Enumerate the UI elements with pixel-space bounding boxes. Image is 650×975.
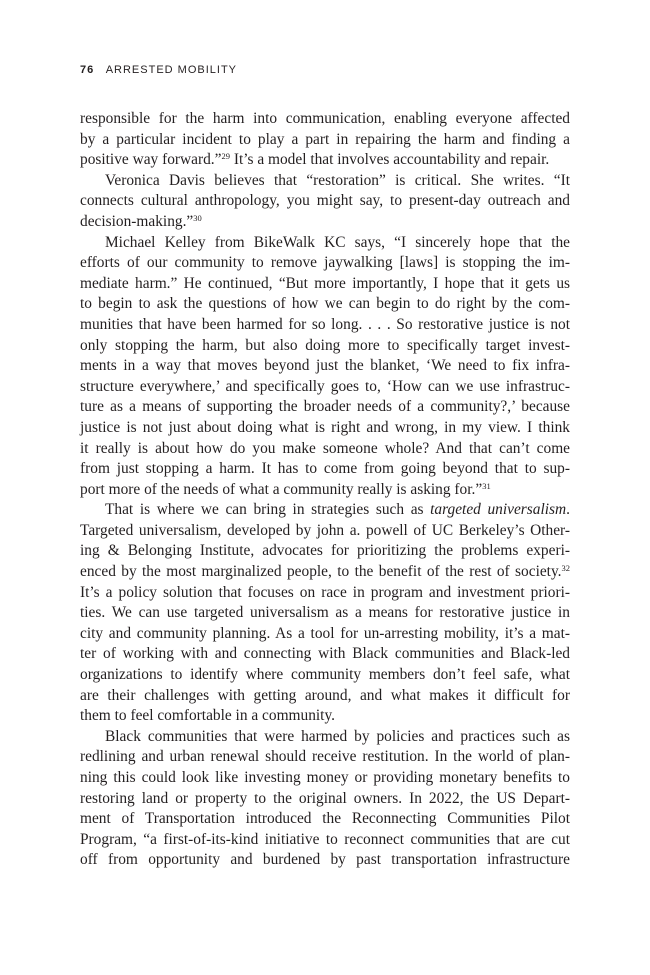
running-title: ARRESTED MOBILITY [105, 64, 237, 76]
footnote-reference: 29 [221, 151, 230, 162]
line-text: ments in a way that moves beyond just the blanket, ‘We need to fix infra- [80, 357, 570, 375]
line-text: Veronica Davis believes that “restoration” is critical. She writes. “It [105, 171, 570, 189]
text-line [80, 294, 570, 315]
text-line [80, 253, 570, 274]
line-text: ter of working with and connecting with Black communities and Black-led [80, 645, 570, 663]
text-line [80, 830, 570, 851]
line-text: organizations to identify where community members don’t feel safe, what [80, 666, 570, 684]
page-number: 76 [80, 64, 95, 76]
text-line [80, 130, 570, 151]
line-text-continued: . [566, 501, 570, 519]
text-line [80, 562, 570, 583]
line-text: Program, “a first-of-its-kind initiative to reconnect communities that are cut [80, 830, 570, 848]
text-line [80, 747, 570, 768]
text-line [80, 150, 570, 171]
text-line [80, 541, 570, 562]
footnote-reference: 30 [193, 212, 202, 223]
text-line [80, 500, 570, 521]
line-text: mediate harm.” He continued, “But more importantly, I hope that it gets us [80, 274, 570, 292]
line-text: city and community planning. As a tool for un-arresting mobility, it’s a mat- [80, 624, 570, 642]
line-text: them to feel comfortable in a community. [80, 707, 336, 725]
text-line [80, 233, 570, 254]
text-line [80, 274, 570, 295]
line-text: ture as a means of supporting the broader needs of a community?,’ because [80, 398, 570, 416]
line-text: ning this could look like investing money or providing monetary benefits to [80, 769, 570, 786]
text-line [80, 315, 570, 336]
line-text: Michael Kelley from BikeWalk KC says, “I sincerely hope that the [105, 233, 570, 251]
line-text: ing & Belonging Institute, advocates for prioritizing the problems experi- [80, 542, 570, 560]
line-text: responsible for the harm into communication, enabling everyone affected [80, 110, 570, 127]
footnote-reference: 32 [561, 563, 570, 574]
body-text [80, 109, 570, 871]
text-line [80, 583, 570, 604]
line-text: justice is not just about doing what is right and wrong, in my view. I think [80, 418, 570, 436]
text-line [80, 171, 570, 192]
text-line [80, 191, 570, 212]
text-line [80, 644, 570, 665]
text-line [80, 789, 570, 810]
text-line [80, 212, 570, 233]
text-line [80, 439, 570, 460]
line-text: restoring land or property to the original owners. In 2022, the US Depart- [80, 789, 570, 807]
line-text: structure everywhere,’ and specifically goes to, ‘How can we use infrastruc- [80, 377, 570, 395]
line-text: connects cultural anthropology, you might say, to present-day outreach and [80, 192, 570, 210]
italic-term: targeted universalism [430, 501, 567, 519]
line-text: ties. We can use targeted universalism as a means for restorative justice in [80, 604, 570, 622]
text-line [80, 603, 570, 624]
line-text: port more of the needs of what a community really is asking for.” [80, 480, 483, 498]
line-text: it really is about how do you make someone whole? And that can’t come [80, 439, 570, 457]
text-line [80, 336, 570, 357]
text-line [80, 706, 570, 727]
line-text: ment of Transportation introduced the Reconnecting Communities Pilot [80, 810, 570, 828]
text-line [80, 377, 570, 398]
line-text: to begin to ask the questions of how we can begin to do right by the com- [80, 295, 570, 313]
text-line [80, 397, 570, 418]
text-line [80, 727, 570, 748]
line-text: It’s a policy solution that focuses on race in program and investment priori- [80, 583, 570, 601]
text-line [80, 418, 570, 439]
line-text: are their challenges with getting around, and what makes it difficult for [80, 686, 570, 704]
line-text: by a particular incident to play a part in repairing the harm and finding a [80, 130, 570, 148]
text-line [80, 521, 570, 542]
line-text: Targeted universalism, developed by john a. powell of UC Berkeley’s Other- [80, 521, 570, 539]
text-line [80, 809, 570, 830]
text-line [80, 356, 570, 377]
text-line [80, 480, 570, 501]
line-text: off from opportunity and burdened by past transportation infrastructure [80, 851, 570, 869]
text-line [80, 459, 570, 480]
line-text: from just stopping a harm. It has to come from going beyond that to sup- [80, 460, 570, 478]
line-text: That is where we can bring in strategies such as [105, 501, 431, 519]
line-text: munities that have been harmed for so long. . . . So restorative justice is not [80, 315, 570, 333]
line-text: Black communities that were harmed by policies and practices such as [105, 727, 570, 745]
text-line [80, 850, 570, 871]
line-text: decision-making.” [80, 212, 194, 230]
text-line [80, 768, 570, 789]
text-line [80, 109, 570, 130]
line-text: efforts of our community to remove jaywalking [laws] is stopping the im- [80, 254, 570, 272]
line-text-continued: It’s a model that involves accountability and repair. [229, 151, 550, 169]
line-text: only stopping the harm, but also doing more to specifically target invest- [80, 336, 570, 354]
line-text: positive way forward.” [80, 151, 222, 169]
running-head [80, 64, 237, 76]
line-text: enced by the most marginalized people, to the benefit of the rest of society. [80, 563, 562, 581]
footnote-reference: 31 [482, 480, 491, 491]
line-text: redlining and urban renewal should receive restitution. In the world of plan- [80, 748, 570, 766]
text-line [80, 624, 570, 645]
text-line [80, 686, 570, 707]
text-line [80, 665, 570, 686]
